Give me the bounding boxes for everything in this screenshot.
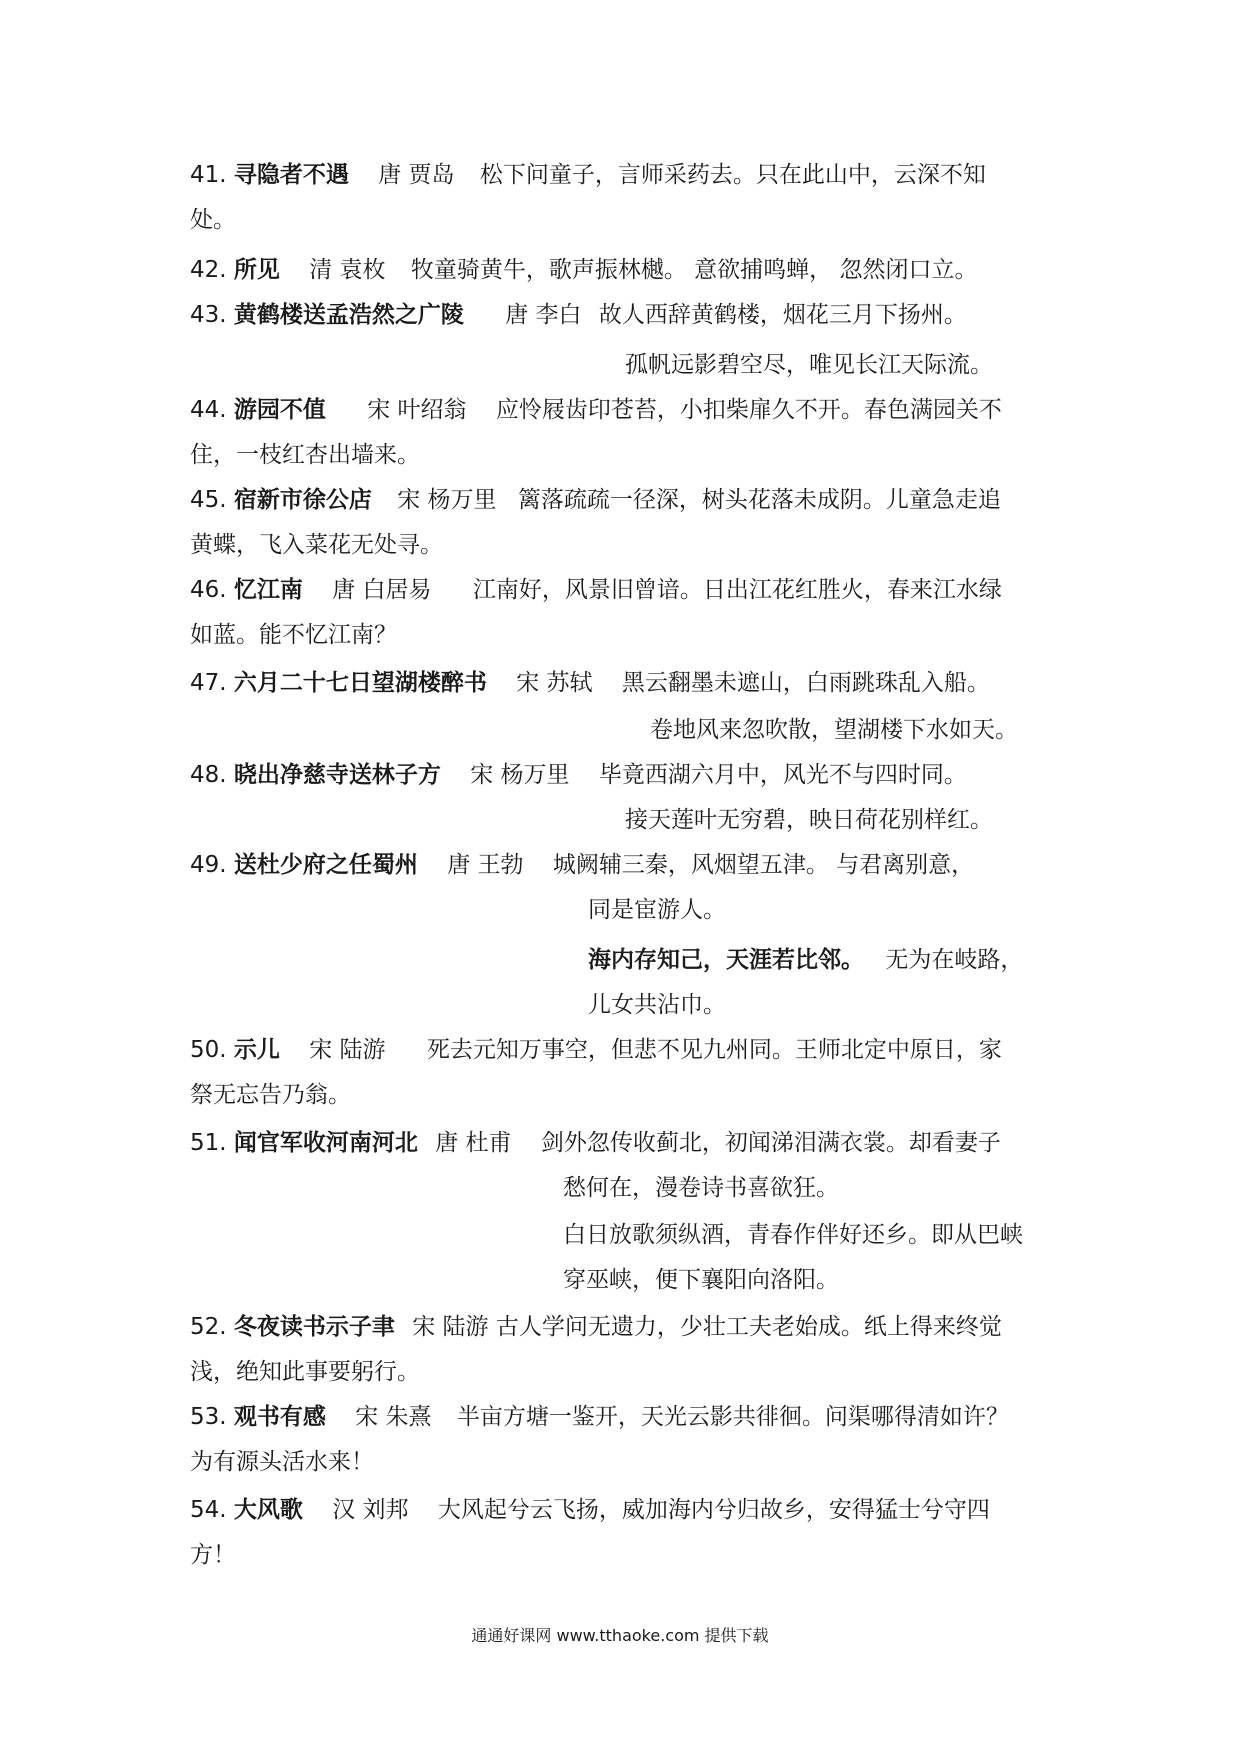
poem-text: 死去元知万事空，但悲不见九州同。王师北定中原日，家	[426, 1037, 1002, 1063]
entry-number: 51.	[190, 1130, 227, 1156]
poem-text: 应怜屐齿印苍苔，小扣柴扉久不开。春色满园关不	[495, 397, 1002, 423]
entry-number: 43.	[190, 302, 227, 328]
poem-author: 唐 白居易	[332, 577, 432, 603]
entry-51-line-4	[563, 1265, 839, 1295]
poem-text: 古人学问无遗力，少壮工夫老始成。纸上得来终觉	[495, 1314, 1002, 1340]
poem-title: 示儿	[233, 1036, 280, 1063]
entry-45-line-1	[190, 485, 1001, 515]
poem-text: 穿巫峡，便下襄阳向洛阳。	[563, 1267, 839, 1293]
entry-49-line-1	[190, 850, 974, 880]
poem-title: 游园不值	[233, 396, 326, 423]
entry-44-line-2	[190, 440, 420, 470]
entry-42-line-1	[190, 255, 977, 285]
entry-50-line-1	[190, 1035, 1002, 1065]
poem-text: 故人西辞黄鹤楼，烟花三月下扬州。	[598, 302, 967, 328]
entry-44-line-1	[190, 395, 1002, 425]
poem-text: 处。	[190, 207, 236, 233]
poem-author: 宋 杨万里	[397, 487, 497, 513]
poem-text: 无为在岐路，	[885, 947, 1024, 973]
poem-title: 黄鹤楼送孟浩然之广陵	[233, 301, 464, 328]
poem-title: 宿新市徐公店	[233, 486, 372, 513]
entry-46-line-2	[190, 620, 397, 650]
poem-text: 剑外忽传收蓟北，初闻涕泪满衣裳。却看妻子	[540, 1130, 1001, 1156]
entry-number: 47.	[190, 670, 227, 696]
entry-47-line-2	[650, 715, 1018, 745]
poem-text: 黑云翻墨未遮山，白雨跳珠乱入船。	[621, 670, 990, 696]
entry-number: 52.	[190, 1314, 227, 1340]
poem-text: 儿女共沾巾。	[588, 992, 726, 1018]
poem-text: 篱落疏疏一径深，树头花落未成阴。儿童急走追	[517, 487, 1001, 513]
poem-text: 方！	[190, 1542, 236, 1568]
entry-41-line-1	[190, 160, 986, 190]
entry-49-line-2	[588, 895, 726, 925]
entry-52-line-2	[190, 1357, 420, 1387]
poem-author: 宋 杨万里	[470, 762, 570, 788]
entry-49-line-3	[588, 945, 1023, 975]
poem-author: 唐 李白	[505, 302, 582, 328]
poem-text: 如蓝。能不忆江南？	[190, 622, 397, 648]
entry-53-line-1	[190, 1402, 1009, 1432]
poem-text: 松下问童子，言师采药去。只在此山中，云深不知	[479, 162, 986, 188]
entry-43-line-1	[190, 300, 967, 330]
entry-54-line-1	[190, 1495, 990, 1525]
entry-number: 46.	[190, 577, 227, 603]
poem-author: 宋 苏轼	[516, 670, 593, 696]
entry-51-line-2	[563, 1173, 839, 1203]
poem-text: 接天莲叶无穷碧，映日荷花别样红。	[625, 807, 993, 833]
poem-title: 晓出净慈寺送林子方	[233, 761, 441, 788]
poem-author: 宋 叶绍翁	[367, 397, 467, 423]
poem-title: 大风歌	[233, 1496, 303, 1523]
poem-title: 六月二十七日望湖楼醉书	[233, 669, 487, 696]
poem-author: 唐 杜甫	[435, 1130, 512, 1156]
entry-50-line-2	[190, 1080, 351, 1110]
poem-text: 城阙辅三秦，风烟望五津。 与君离别意，	[552, 852, 975, 878]
entry-54-line-2	[190, 1540, 236, 1570]
poem-text: 白日放歌须纵酒，青春作伴好还乡。即从巴峡	[563, 1222, 1023, 1248]
entry-43-line-2	[625, 350, 993, 380]
entry-46-line-1	[190, 575, 1002, 605]
poem-title: 冬夜读书示子聿	[233, 1313, 395, 1340]
poem-title: 送杜少府之任蜀州	[233, 851, 418, 878]
poem-text: 同是宦游人。	[588, 897, 726, 923]
entry-number: 48.	[190, 762, 227, 788]
entry-53-line-2	[190, 1447, 374, 1477]
entry-41-line-2	[190, 205, 236, 235]
entry-number: 44.	[190, 397, 227, 423]
entry-number: 49.	[190, 852, 227, 878]
poem-title: 寻隐者不遇	[233, 161, 349, 188]
poem-text: 孤帆远影碧空尽，唯见长江天际流。	[625, 352, 993, 378]
poem-title: 观书有感	[233, 1403, 326, 1430]
entry-48-line-2	[625, 805, 993, 835]
entry-number: 41.	[190, 162, 227, 188]
entry-number: 54.	[190, 1497, 227, 1523]
poem-text: 为有源头活水来！	[190, 1449, 374, 1475]
poem-author: 宋 陆游	[412, 1314, 489, 1340]
poem-text: 牧童骑黄牛，歌声振林樾。 意欲捕鸣蝉， 忽然闭口立。	[410, 257, 978, 283]
poem-author: 汉 刘邦	[332, 1497, 409, 1523]
entry-47-line-1	[190, 668, 990, 698]
entry-51-line-1	[190, 1128, 1001, 1158]
poem-text-highlight: 海内存知己，天涯若比邻。	[588, 946, 864, 973]
poem-text: 江南好，风景旧曾谙。日出江花红胜火，春来江水绿	[472, 577, 1002, 603]
poem-author: 宋 陆游	[309, 1037, 386, 1063]
entry-45-line-2	[190, 530, 443, 560]
poem-author: 唐 王勃	[447, 852, 524, 878]
entry-number: 50.	[190, 1037, 227, 1063]
poem-author: 清 袁枚	[309, 257, 386, 283]
poem-text: 毕竟西湖六月中，风光不与四时同。	[598, 762, 967, 788]
poem-text: 卷地风来忽吹散，望湖楼下水如天。	[650, 717, 1018, 743]
poem-author: 唐 贾岛	[378, 162, 455, 188]
entry-48-line-1	[190, 760, 967, 790]
entry-52-line-1	[190, 1312, 1002, 1342]
poem-title: 所见	[233, 256, 280, 283]
poem-text: 浅，绝知此事要躬行。	[190, 1359, 420, 1385]
entry-number: 42.	[190, 257, 227, 283]
poem-text: 大风起兮云飞扬，威加海内兮归故乡，安得猛士兮守四	[437, 1497, 990, 1523]
entry-number: 45.	[190, 487, 227, 513]
poem-text: 黄蝶，飞入菜花无处寻。	[190, 532, 443, 558]
entry-number: 53.	[190, 1404, 227, 1430]
poem-text: 半亩方塘一鉴开，天光云影共徘徊。问渠哪得清如许？	[456, 1404, 1009, 1430]
poem-text: 愁何在，漫卷诗书喜欲狂。	[563, 1175, 839, 1201]
entry-51-line-3	[563, 1220, 1023, 1250]
poem-title: 忆江南	[233, 576, 303, 603]
poem-text: 住，一枝红杏出墙来。	[190, 442, 420, 468]
poem-author: 宋 朱熹	[355, 1404, 432, 1430]
poem-title: 闻官军收河南河北	[233, 1129, 418, 1156]
entry-49-line-4	[588, 990, 726, 1020]
page-footer: 通通好课网 www.tthaoke.com 提供下载	[471, 1626, 769, 1645]
poem-text: 祭无忘告乃翁。	[190, 1082, 351, 1108]
